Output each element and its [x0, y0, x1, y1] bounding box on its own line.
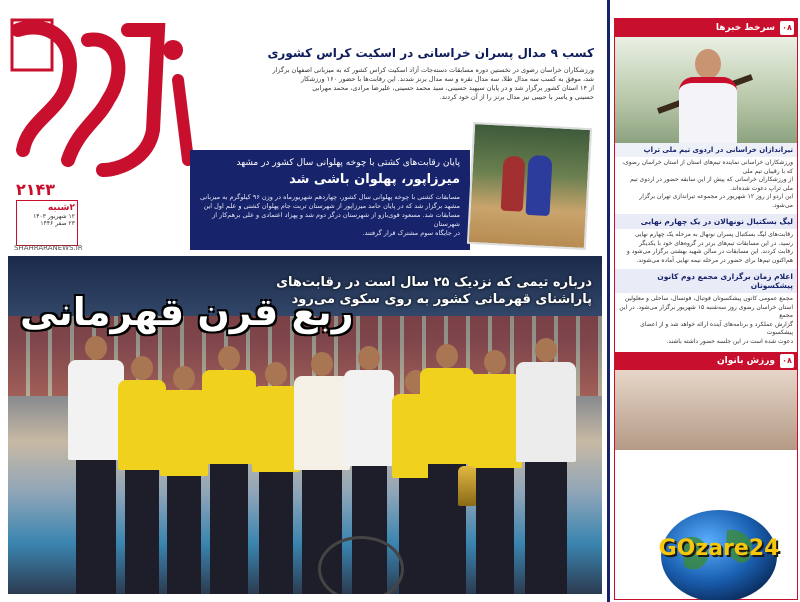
section-header-label: ورزش بانوان: [716, 356, 775, 366]
member-head: [484, 350, 506, 374]
story-line: مجمع عمومی کانون پیشکسوتان فوتبال، فوتسال، ساحلی و معلولین: [624, 295, 793, 302]
gozare24-watermark: [652, 500, 786, 600]
member-legs: [167, 476, 201, 594]
masthead: [8, 10, 196, 252]
member-head: [436, 344, 458, 368]
member-head: [173, 366, 195, 390]
member-legs: [76, 460, 115, 594]
date-day: ۲شنبه: [47, 203, 75, 213]
member-legs: [476, 468, 514, 594]
story-line: هم‌اکنون تیم‌ها برای حضور در مرحله نیمه نهایی آماده می‌شوند.: [636, 256, 793, 264]
wrestling-story-line: مسابقات شد. مسعود قوی‌بازو از شهرستان درگز دوم شد و پهزاد اعتمادی و علی برهم‌کار از شهرستان: [212, 211, 460, 228]
member-torso: [468, 374, 522, 468]
issue-number: ۲۱۴۳: [16, 180, 56, 199]
trophy: [458, 466, 476, 506]
team-member: [516, 338, 576, 594]
member-head: [218, 346, 240, 370]
wrestler-figure: [501, 156, 526, 212]
date-persian: ۱۲ شهریور ۱۴۰۳: [33, 213, 75, 220]
basketball-story-body: [615, 229, 797, 267]
top-story-title[interactable]: کسب ۹ مدال پسران خراسانی در اسکیت کراس کشوری: [267, 46, 594, 60]
date-box: [16, 200, 78, 246]
section-icon: ۰۸: [780, 21, 794, 35]
team-member: [202, 346, 256, 594]
wrestling-story-body: [196, 193, 460, 238]
story-line: گزارش عملکرد و برنامه‌های آینده ارائه خواهد شد و از اعضای پیشکسوت: [640, 320, 793, 336]
veterans-story-body: [615, 293, 797, 348]
wrestling-story-title[interactable]: میرزاپور، پهلوان باشی شد: [289, 172, 460, 187]
story-line: استان خراسان رضوی روز سه‌شنبه ۱۵ شهریور برگزار می‌شود. در این مجمع: [619, 303, 793, 319]
team-group: [68, 326, 588, 594]
veterans-story-title[interactable]: اعلام زمان برگزاری مجمع دوم کانون پیشکسوتان: [615, 269, 797, 293]
member-torso: [420, 368, 474, 464]
section-icon: ۰۸: [780, 354, 794, 368]
website-url[interactable]: SHAHRARANEWS.IR: [14, 244, 83, 252]
hero-title[interactable]: ربع قرن قهرمانی: [20, 290, 354, 334]
wrestling-story-line: مسابقات کشتی با چوخه پهلوانی سال کشور، چهاردهم شهریورماه در وزن ۹۶ کیلوگرم به میزبانی: [200, 193, 460, 201]
top-story-line: از ۱۴ استان کشور برگزار شد و در پایان سپهبد حسینی، سید محمد حسینی، علیرضا مرادی، محمد مهرابی: [312, 84, 594, 92]
story-line: رقابت‌های لیگ بسکتبال پسران نونهال به مرحله یک چهارم نهایی: [634, 231, 793, 238]
column-divider: [607, 0, 610, 602]
member-head: [311, 352, 333, 376]
team-member: [252, 362, 300, 594]
story-line: دعوت شده است در این جلسه حضور داشته باشند.: [666, 337, 793, 345]
top-story: [200, 12, 600, 112]
hero-subtitle-line: درباره تیمی که نزدیک ۲۵ سال است در رقابت‌های: [276, 275, 592, 290]
wrestling-story-line: مشهد برگزار شد که در پایان حامد میرزاپور از شهرستان تربت جام پهلوان کشتی و علم اول این: [203, 202, 460, 210]
athlete-head: [695, 49, 721, 79]
top-story-line: ورزشکاران خراسان رضوی در نخستین دوره مسابقات دسته‌جات آزاد اسکیت کراس کشور که به میزبانی اصفهان برگزار: [272, 66, 594, 74]
story-line: رسید. در این مسابقات تیم‌های برتر در گروه‌های خود با یکدیگر: [639, 239, 793, 247]
team-member: [118, 356, 166, 594]
hero-photo: [8, 256, 602, 594]
watermark-text: GOzare24: [658, 536, 780, 561]
member-head: [85, 336, 107, 360]
member-torso: [344, 370, 394, 466]
member-torso: [516, 362, 576, 462]
member-head: [358, 346, 380, 370]
athlete-body: [679, 77, 737, 143]
member-torso: [202, 370, 256, 464]
section-header-women-sports: [615, 352, 797, 370]
wrestling-story: [190, 150, 470, 250]
women-sports-photo: [615, 370, 797, 450]
member-head: [131, 356, 153, 380]
section-header-label: سرخط خبرها: [715, 23, 775, 33]
photo-story-body: [615, 157, 797, 212]
athlete-photo: [615, 37, 797, 143]
member-head: [265, 362, 287, 386]
member-torso: [118, 380, 166, 470]
date-other: ۲۳ صفر ۱۴۴۶: [40, 220, 75, 227]
member-torso: [68, 360, 124, 460]
story-line: از ورزشکاران خراسانی که پیش از این سابقه حضور در اردوی تیم ملی تراپ دعوت شده‌اند.: [630, 176, 793, 192]
member-legs: [210, 464, 248, 594]
section-header-headlines: [615, 19, 797, 37]
story-line: ورزشکاران خراسانی نماینده تیم‌های استان از استان خراسان رضوی، که با رقیبان تیم ملی: [622, 159, 793, 175]
wrestling-story-kicker: پایان رقابت‌های کشتی با چوخه پهلوانی سال کشور در مشهد: [236, 158, 460, 168]
top-story-line: شد، موفق به کسب سه مدال طلا، سه مدال نقره و سه مدال برنز شدند. این رقابت‌ها با حضور ۱۶۰ ورزشکار: [301, 75, 594, 83]
story-line: این اردو از روز ۱۲ شهریور در مجموعه تیراندازی تهران برگزار می‌شود.: [639, 193, 793, 209]
team-member: [160, 366, 208, 594]
wrestling-story-line: در جایگاه سوم مشترک قرار گرفتند.: [362, 229, 460, 237]
wrestler-figure: [525, 155, 552, 216]
team-member: [468, 350, 522, 594]
wheelchair: [318, 536, 404, 594]
team-member: [68, 336, 124, 594]
member-legs: [259, 472, 293, 594]
top-story-body: [200, 66, 594, 102]
top-story-line: حسینی و یاسر با حبیبی نیز مدال برنز را از آن خود کردند.: [439, 93, 594, 101]
member-torso: [294, 376, 350, 470]
member-legs: [125, 470, 159, 594]
member-torso: [252, 386, 300, 472]
wrestling-photo: [467, 122, 592, 250]
member-legs: [525, 462, 567, 594]
story-line: رقابت کردند. این مسابقات در سالن شهید بهشتی برگزار می‌شود و: [626, 248, 793, 255]
basketball-story-title[interactable]: لیگ بسکتبال نونهالان در یک چهارم نهایی: [615, 214, 797, 229]
member-head: [535, 338, 557, 362]
photo-caption[interactable]: تیراندازان خراسانی در اردوی تیم ملی تراپ: [615, 143, 797, 157]
member-torso: [160, 390, 208, 476]
shahrara-logo: [8, 10, 196, 180]
hero-subtitle-line: پاراشنای قهرمانی کشور به روی سکوی می‌رود: [291, 292, 592, 307]
